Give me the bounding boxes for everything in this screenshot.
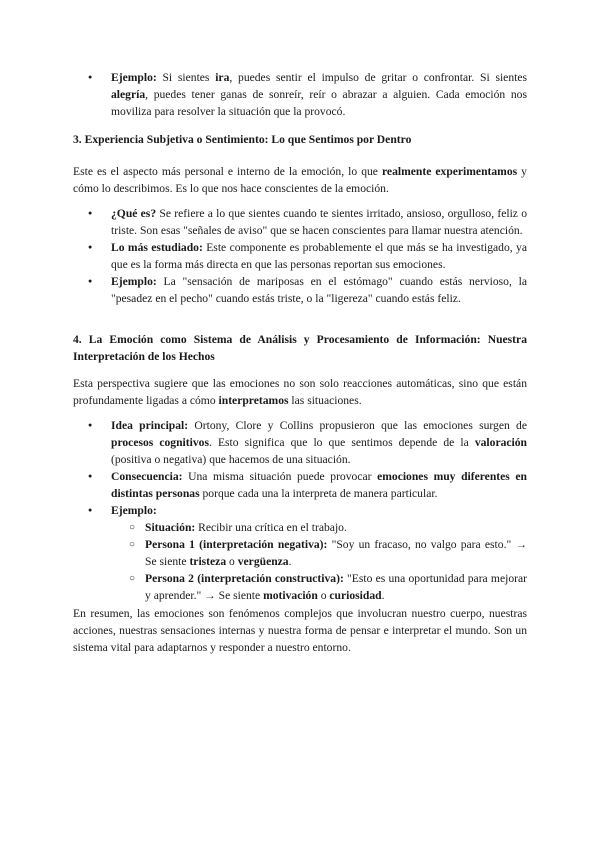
section-3-heading: 3. Experiencia Subjetiva o Sentimiento: Lo que Sentimos por Dentro xyxy=(73,133,412,146)
list-item: ● Idea principal: Ortony, Clore y Collins propusieron que las emociones surgen de procesos cognitivos. Esto significa que lo que sentimos depende de la valoración (positiva o negativa) que hacemos de una situación. xyxy=(73,417,527,468)
section-4-intro: Esta perspectiva sugiere que las emociones no son solo reacciones automáticas, sino que están profundamente ligadas a cómo interpretamos las situaciones. xyxy=(73,377,527,407)
sub-list-item: ○ Persona 1 (interpretación negativa): "Soy un fracaso, no valgo para esto." → Se siente tristeza o vergüenza. xyxy=(73,536,527,570)
summary-paragraph: En resumen, las emociones son fenómenos complejos que involucran nuestro cuerpo, nuestras acciones, nuestras sensaciones internas y nuestra forma de pensar e interpretar el mundo. Son un sistema vital para adaptarnos y responder a nuestro entorno. xyxy=(73,607,527,654)
section-3-intro: Este es el aspecto más personal e interno de la emoción, lo que realmente experimentamos y cómo lo describimos. Es lo que nos hace conscientes de la emoción. xyxy=(73,165,527,195)
section-3-list xyxy=(73,205,527,307)
example-list xyxy=(73,69,527,120)
list-item: ● Consecuencia: Una misma situación puede provocar emociones muy diferentes en distintas personas porque cada una la interpreta de manera particular. xyxy=(73,468,527,502)
sub-list-item: ○ Persona 2 (interpretación constructiva): "Esto es una oportunidad para mejorar y aprender." → Se siente motivación o curiosidad. xyxy=(73,570,527,604)
list-item: ● ¿Qué es? Se refiere a lo que sientes cuando te sientes irritado, ansioso, orgulloso, feliz o triste. Son esas "señales de aviso" que se hacen conscientes para llamar nuestra atención. xyxy=(73,205,527,239)
sub-list-item: ○ Situación: Recibir una crítica en el trabajo. xyxy=(73,519,527,536)
section-4-heading: 4. La Emoción como Sistema de Análisis y Procesamiento de Información: Nuestra Interpretación de los Hechos xyxy=(73,333,527,363)
list-item: ● Ejemplo: xyxy=(73,502,527,519)
list-item: ● Ejemplo: La "sensación de mariposas en el estómago" cuando estás nervioso, la "pesadez en el pecho" cuando estás triste, o la "ligereza" cuando estás feliz. xyxy=(73,273,527,307)
section-4-list xyxy=(73,417,527,604)
list-item: ● Ejemplo: Si sientes ira, puedes sentir el impulso de gritar o confrontar. Si sientes alegría, puedes tener ganas de sonreír, reír o abrazar a alguien. Cada emoción nos moviliza para resolver la situación que la provocó. xyxy=(73,69,527,120)
list-item: ● Lo más estudiado: Este componente es probablemente el que más se ha investigado, ya que es la forma más directa en que las personas reportan sus emociones. xyxy=(73,239,527,273)
